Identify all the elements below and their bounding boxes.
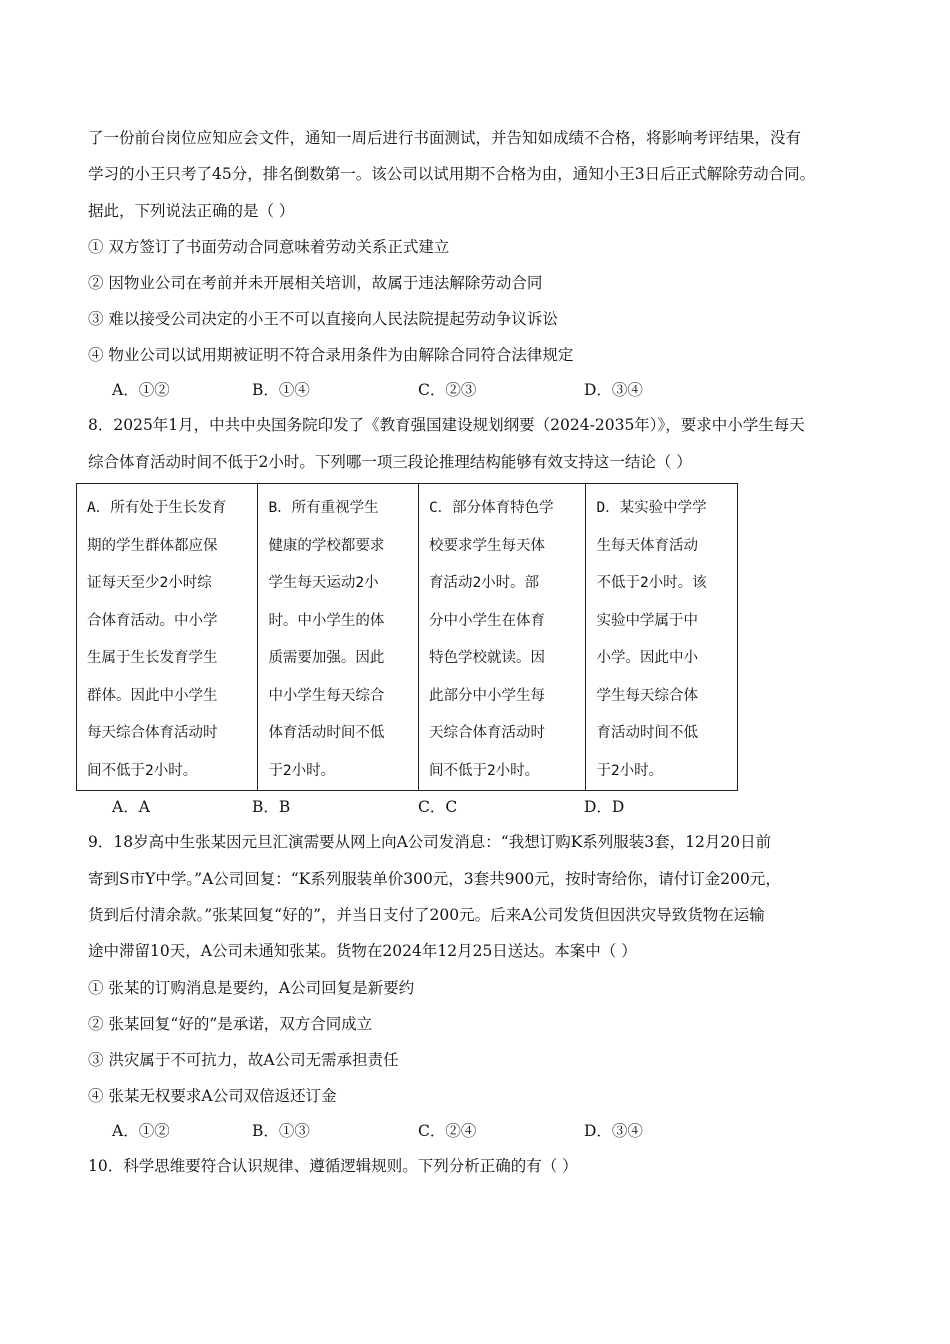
cell-line: 分中小学生在体育 <box>428 612 545 629</box>
cell-line: D．某实验中学学 <box>596 500 707 516</box>
q8-option-a: A．A <box>112 798 150 816</box>
cell-line: 特色学校就读。因 <box>428 650 545 666</box>
q8-option-table <box>76 483 738 791</box>
q7-statement-3: ③ 难以接受公司决定的小王不可以直接向人民法院提起劳动争议诉讼 <box>88 310 558 328</box>
q7-option-d: D．③④ <box>584 381 643 399</box>
q8-stem-line: 8．2025年1月，中共中央国务院印发了《教育强国建设规划纲要（2024-2035年）》，要求中小学生每天 <box>88 416 805 434</box>
q7-option-b: B．①④ <box>252 381 310 399</box>
cell-line: 期的学生群体都应保 <box>87 537 218 554</box>
cell-line: 育活动时间不低 <box>596 725 698 741</box>
cell-line: 间不低于2小时。 <box>87 762 198 779</box>
cell-line: 健康的学校都要求 <box>268 537 385 554</box>
q9-stem-line: 途中滞留10天，A公司未通知张某。货物在2024年12月25日送达。本案中（ ） <box>88 942 637 960</box>
cell-line: 天综合体育活动时 <box>428 725 545 741</box>
cell-line: 生每天体育活动 <box>596 537 698 554</box>
q7-statement-2: ② 因物业公司在考前并未开展相关培训，故属于违法解除劳动合同 <box>88 274 543 292</box>
cell-line: 于2小时。 <box>268 762 336 779</box>
q9-stem-line: 寄到S市Y中学。”A公司回复：“K系列服装单价300元，3套共900元，按时寄给你，请付订金200元， <box>88 870 781 888</box>
cell-line: 小学。因此中小 <box>596 650 698 666</box>
cell-line: 不低于2小时。该 <box>596 575 707 591</box>
cell-line: 质需要加强。因此 <box>268 650 385 666</box>
cell-line: C．部分体育特色学 <box>428 500 554 516</box>
table-cell-b <box>257 484 418 790</box>
cell-line: 中小学生每天综合 <box>268 687 385 704</box>
q9-option-a: A．①② <box>112 1122 170 1140</box>
q7-option-a: A．①② <box>112 381 170 399</box>
cell-line: 群体。因此中小学生 <box>87 687 218 704</box>
q7-option-c: C．②③ <box>418 381 477 399</box>
q9-stem-line: 货到后付清余款。”张某回复“好的”，并当日支付了200元。后来A公司发货但因洪灾导致货物在运输 <box>88 906 765 924</box>
q9-option-d: D．③④ <box>584 1122 643 1140</box>
q9-statement-1: ① 张某的订购消息是要约，A公司回复是新要约 <box>88 979 415 997</box>
cell-line: 证每天至少2小时综 <box>87 575 212 591</box>
cell-line: 育活动2小时。部 <box>428 575 540 591</box>
q7-text-line: 学习的小王只考了45分，排名倒数第一。该公司以试用期不合格为由，通知小王3日后正式解除劳动合同。 <box>88 165 816 183</box>
q9-stem-line: 9．18岁高中生张某因元旦汇演需要从网上向A公司发消息：“我想订购K系列服装3套，12月20日前 <box>88 833 772 851</box>
q7-text-line: 据此，下列说法正确的是（ ） <box>88 202 295 220</box>
q8-option-c: C．C <box>418 798 458 816</box>
cell-line: 每天综合体育活动时 <box>87 725 218 741</box>
q9-statement-4: ④ 张某无权要求A公司双倍返还订金 <box>88 1087 337 1105</box>
cell-line: 间不低于2小时。 <box>428 762 540 779</box>
q9-statement-3: ③ 洪灾属于不可抗力，故A公司无需承担责任 <box>88 1051 399 1069</box>
q7-statement-4: ④ 物业公司以试用期被证明不符合录用条件为由解除合同符合法律规定 <box>88 346 574 364</box>
cell-line: 实验中学属于中 <box>596 612 698 629</box>
q8-stem-line: 综合体育活动时间不低于2小时。下列哪一项三段论推理结构能够有效支持这一结论（ ） <box>88 453 692 471</box>
cell-line: B．所有重视学生 <box>268 500 379 516</box>
q9-option-c: C．②④ <box>418 1122 477 1140</box>
cell-line: 学生每天运动2小 <box>268 575 379 591</box>
cell-line: 时。中小学生的体 <box>268 612 385 629</box>
q10-stem-line: 10．科学思维要符合认识规律、遵循逻辑规则。下列分析正确的有（ ） <box>88 1157 578 1175</box>
table-cell-a <box>77 484 257 790</box>
table-cell-d <box>585 484 737 790</box>
q7-text-line: 了一份前台岗位应知应会文件，通知一周后进行书面测试，并告知如成绩不合格，将影响考评结果，没有 <box>88 129 802 147</box>
cell-line: 学生每天综合体 <box>596 687 698 704</box>
cell-line: 生属于生长发育学生 <box>87 650 218 666</box>
q8-option-b: B．B <box>252 798 291 816</box>
cell-line: 校要求学生每天体 <box>428 537 545 554</box>
cell-line: 此部分中小学生每 <box>428 687 545 704</box>
q9-statement-2: ② 张某回复“好的”是承诺，双方合同成立 <box>88 1015 373 1033</box>
q9-option-b: B．①③ <box>252 1122 310 1140</box>
q8-option-d: D．D <box>584 798 625 816</box>
cell-line: 于2小时。 <box>596 762 664 779</box>
cell-line: A．所有处于生长发育 <box>87 500 227 516</box>
table-cell-c <box>418 484 586 790</box>
q7-statement-1: ① 双方签订了书面劳动合同意味着劳动关系正式建立 <box>88 238 450 256</box>
cell-line: 体育活动时间不低 <box>268 725 385 741</box>
cell-line: 合体育活动。中小学 <box>87 612 218 629</box>
